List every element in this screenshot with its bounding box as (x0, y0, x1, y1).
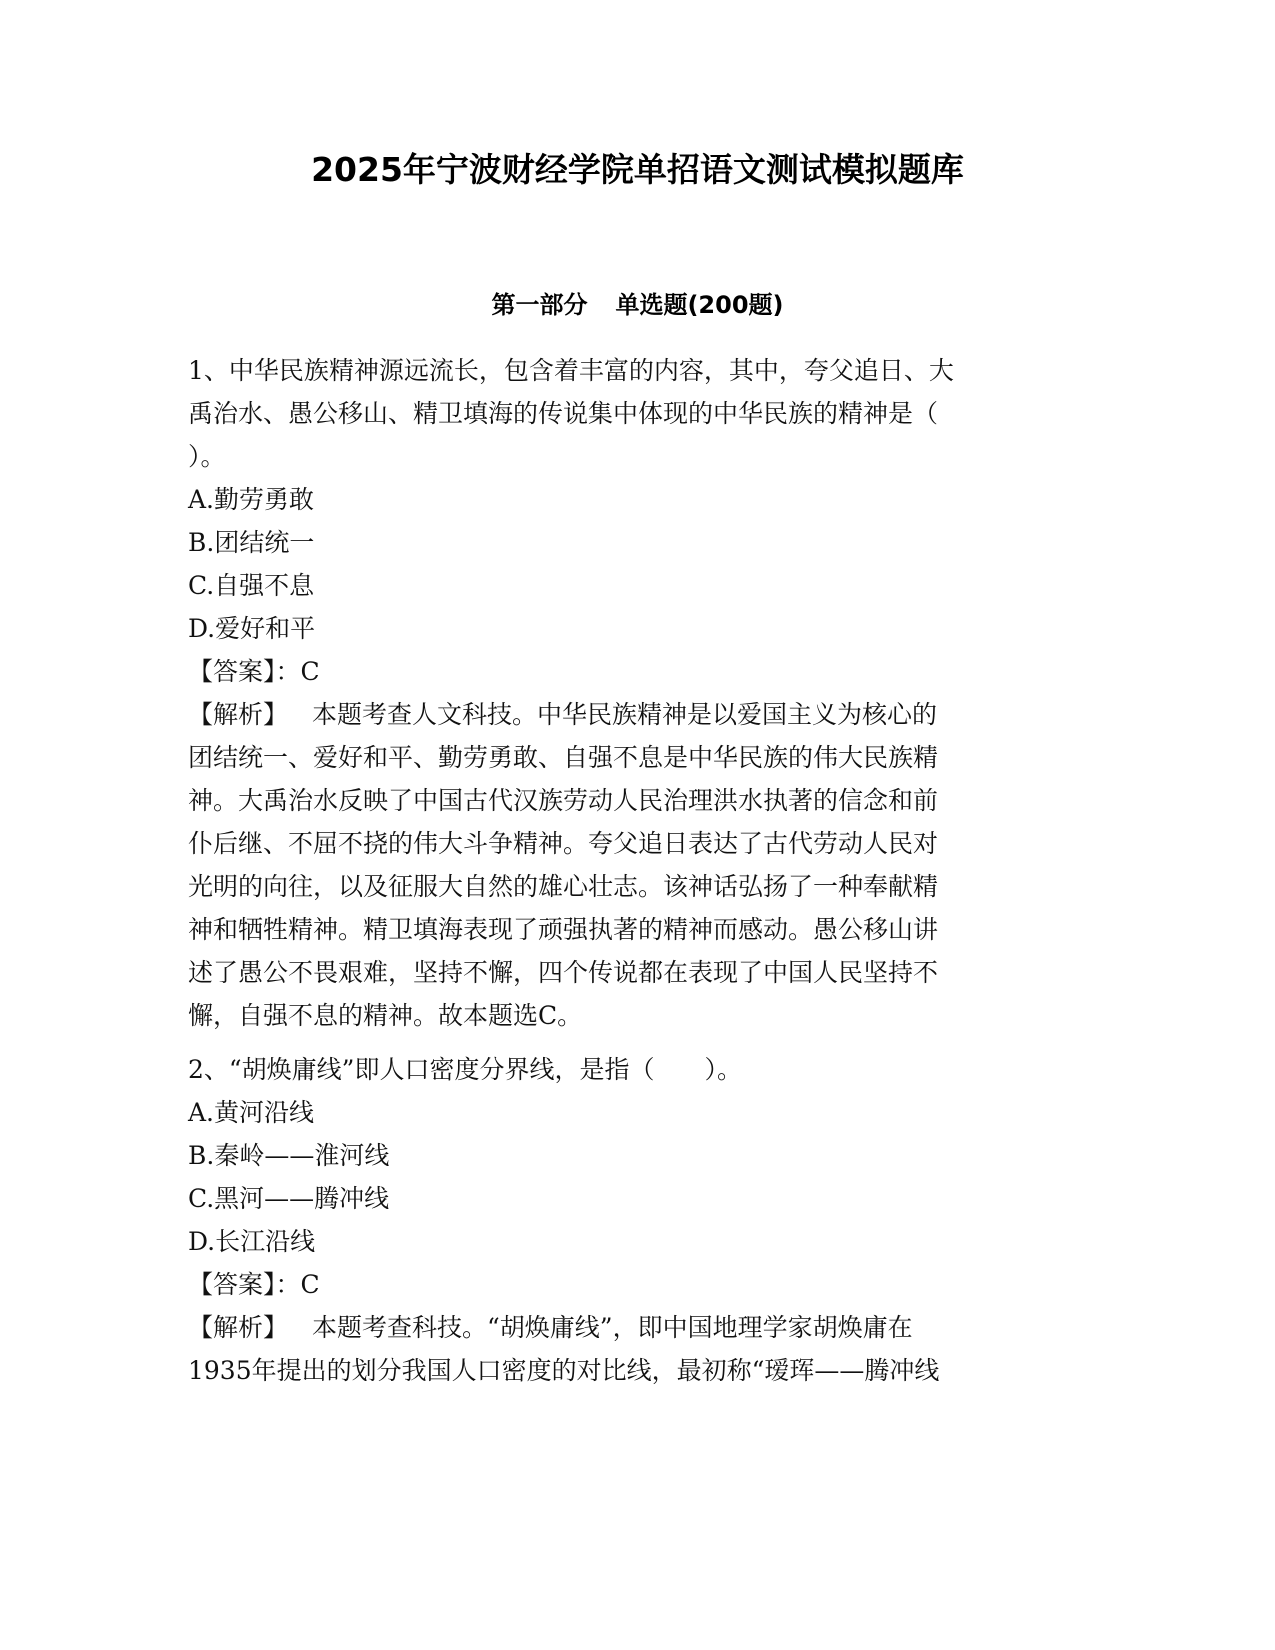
option-b: B.秦岭——淮河线 (188, 1141, 390, 1170)
analysis-text: 本题考查科技。“胡焕庸线”，即中国地理学家胡焕庸在 (312, 1313, 913, 1342)
option-b: B.团结统一 (188, 528, 315, 557)
question-stem-line: 2、“胡焕庸线”即人口密度分界线，是指（ ）。 (188, 1055, 742, 1084)
question-stem-line: ）。 (188, 442, 226, 471)
analysis-line (188, 1306, 1088, 1349)
answer-value: C (300, 1270, 320, 1299)
analysis-text-line: 神。大禹治水反映了中国古代汉族劳动人民治理洪水执著的信念和前 (188, 786, 939, 815)
analysis-text-line: 懈，自强不息的精神。故本题选C。 (188, 1001, 583, 1030)
analysis-text-line: 仆后继、不屈不挠的伟大斗争精神。夸父追日表达了古代劳动人民对 (188, 829, 939, 858)
analysis-line (188, 693, 1088, 736)
answer-value: C (300, 657, 320, 686)
analysis-label: 【解析】 (188, 700, 289, 729)
question-1 (188, 349, 1088, 1037)
answer-line (188, 1263, 1088, 1306)
answer-label: 【答案】： (188, 1270, 301, 1299)
answer-line (188, 650, 1088, 693)
section-title-name: 单选题(200题) (615, 291, 784, 319)
analysis-label: 【解析】 (188, 1313, 289, 1342)
option-c: C.黑河——腾冲线 (188, 1184, 390, 1213)
option-a: A.勤劳勇敢 (188, 485, 315, 514)
analysis-text-line: 述了愚公不畏艰难，坚持不懈，四个传说都在表现了中国人民坚持不 (188, 958, 939, 987)
question-2 (188, 1048, 1088, 1392)
analysis-text: 本题考查人文科技。中华民族精神是以爱国主义为核心的 (312, 700, 938, 729)
analysis-text-line: 光明的向往，以及征服大自然的雄心壮志。该神话弘扬了一种奉献精 (188, 872, 939, 901)
option-d: D.爱好和平 (188, 614, 316, 643)
analysis-text-line: 团结统一、爱好和平、勤劳勇敢、自强不息是中华民族的伟大民族精 (188, 743, 939, 772)
document-title: 2025年宁波财经学院单招语文测试模拟题库 (311, 150, 964, 189)
question-stem-line: 1、中华民族精神源远流长，包含着丰富的内容，其中，夸父追日、大 (188, 356, 954, 385)
option-c: C.自强不息 (188, 571, 315, 600)
section-title (0, 290, 1275, 320)
analysis-text-line: 神和牺牲精神。精卫填海表现了顽强执著的精神而感动。愚公移山讲 (188, 915, 939, 944)
question-list (188, 349, 1088, 1392)
option-d: D.长江沿线 (188, 1227, 316, 1256)
option-a: A.黄河沿线 (188, 1098, 315, 1127)
section-title-part: 第一部分 (491, 291, 588, 319)
analysis-text-line: 1935年提出的划分我国人口密度的对比线，最初称“瑷珲——腾冲线 (188, 1356, 940, 1385)
answer-label: 【答案】： (188, 657, 301, 686)
question-stem-line: 禹治水、愚公移山、精卫填海的传说集中体现的中华民族的精神是（ (188, 399, 939, 428)
